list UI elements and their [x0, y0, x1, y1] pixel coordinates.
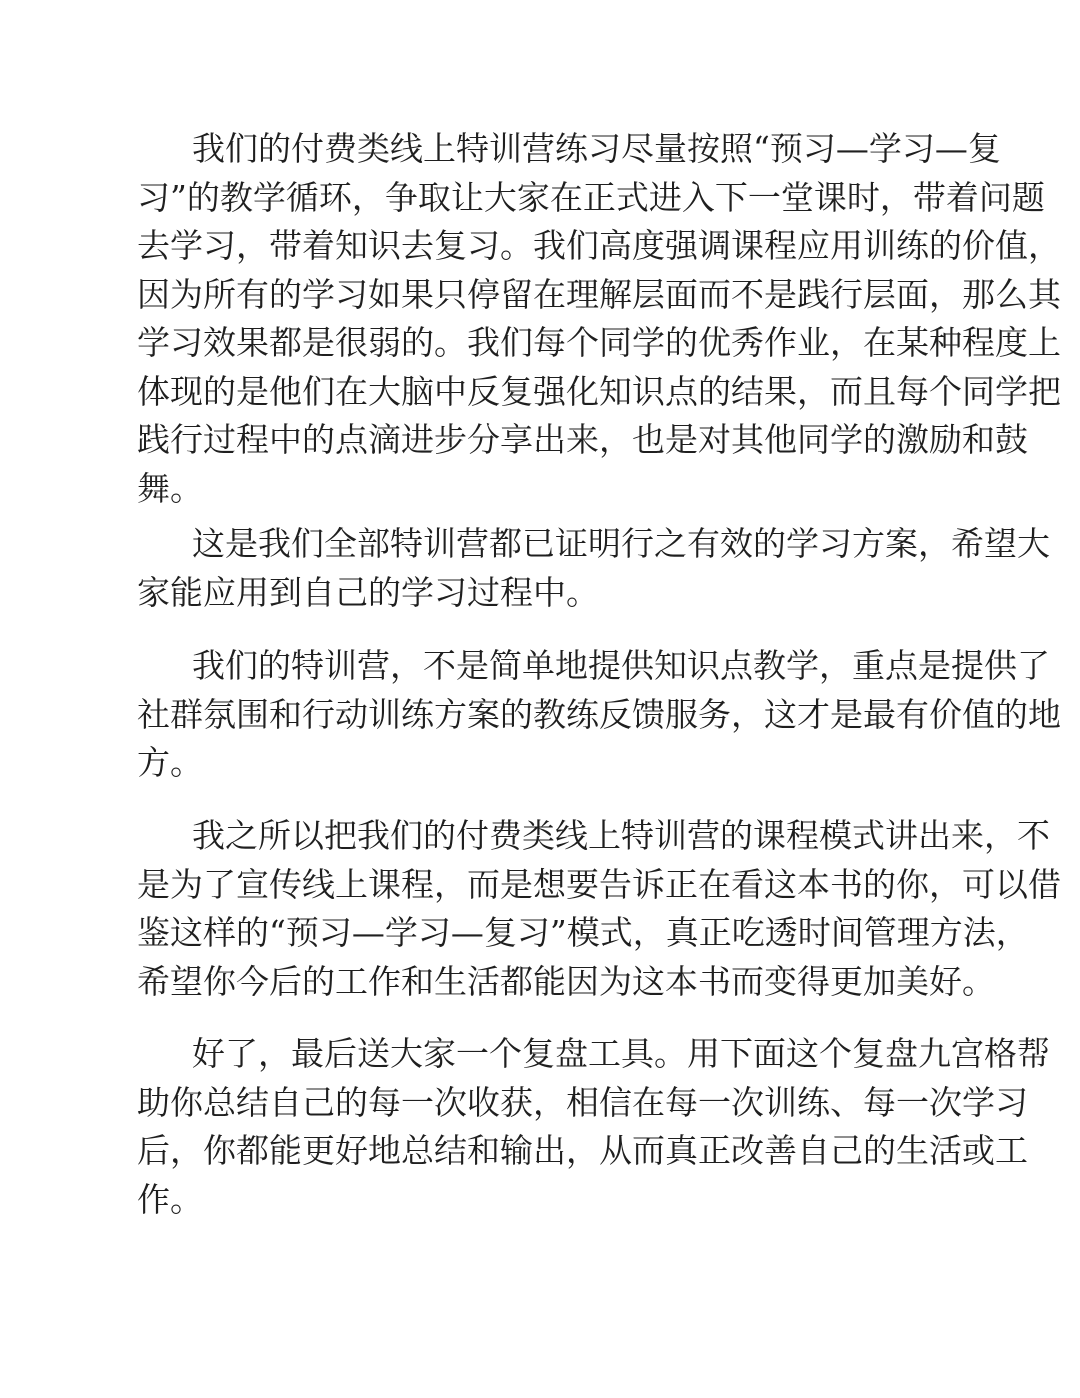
paragraph-line: 作。	[137, 1179, 203, 1219]
paragraph-line: 因为所有的学习如果只停留在理解层面而不是践行层面，那么其	[137, 274, 1061, 314]
paragraph-line: 家能应用到自己的学习过程中。	[137, 572, 599, 612]
paragraph-line: 我们的特训营，不是简单地提供知识点教学，重点是提供了	[192, 646, 1050, 685]
paragraph-line: 习”的教学循环，争取让大家在正式进入下一堂课时，带着问题	[137, 177, 1045, 217]
paragraph-line: 我之所以把我们的付费类线上特训营的课程模式讲出来，不	[192, 816, 1050, 855]
paragraph-line: 我们的付费类线上特训营练习尽量按照“预习—学习—复	[192, 129, 1001, 168]
paragraph-line: 舞。	[137, 468, 203, 508]
paragraph-5	[137, 1030, 1050, 1224]
paragraph-1	[137, 125, 1061, 513]
paragraph-line: 方。	[137, 743, 203, 782]
paragraph-3	[137, 642, 1061, 788]
paragraph-line: 学习效果都是很弱的。我们每个同学的优秀作业，在某种程度上	[137, 323, 1061, 362]
paragraph-line: 这是我们全部特训营都已证明行之有效的学习方案，希望大	[192, 524, 1050, 563]
paragraph-line: 好了，最后送大家一个复盘工具。用下面这个复盘九宫格帮	[192, 1034, 1050, 1073]
paragraph-line: 助你总结自己的每一次收获，相信在每一次训练、每一次学习	[137, 1082, 1028, 1122]
paragraph-line: 社群氛围和行动训练方案的教练反馈服务，这才是最有价值的地	[137, 694, 1061, 734]
paragraph-line: 希望你今后的工作和生活都能因为这本书而变得更加美好。	[137, 961, 995, 1001]
paragraph-line: 践行过程中的点滴进步分享出来，也是对其他同学的激励和鼓	[137, 420, 1028, 459]
paragraph-line: 去学习，带着知识去复习。我们高度强调课程应用训练的价值，	[137, 226, 1061, 265]
paragraph-line: 是为了宣传线上课程，而是想要告诉正在看这本书的你，可以借	[137, 864, 1061, 904]
paragraph-4	[137, 812, 1061, 1006]
paragraph-line: 鉴这样的“预习—学习—复习”模式，真正吃透时间管理方法，	[137, 913, 1029, 952]
paragraph-2	[137, 520, 1050, 617]
paragraph-line: 后，你都能更好地总结和输出，从而真正改善自己的生活或工	[137, 1131, 1028, 1170]
paragraph-line: 体现的是他们在大脑中反复强化知识点的结果，而且每个同学把	[137, 371, 1061, 411]
